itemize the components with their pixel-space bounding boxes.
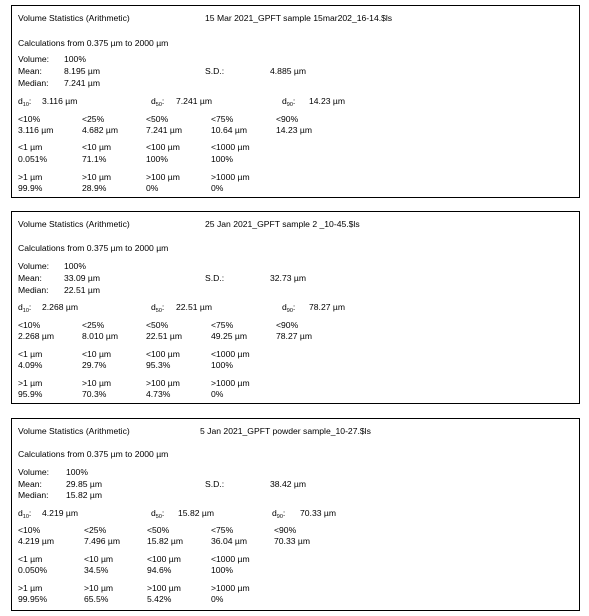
gt-header: >10 µm: [84, 583, 114, 593]
lt-header: <1 µm: [18, 142, 43, 152]
lt-header: <1 µm: [18, 554, 43, 564]
lt-value: 0.051%: [18, 154, 48, 164]
sd-value: 4.885 µm: [270, 66, 307, 76]
gt-value: 0%: [211, 594, 224, 604]
stats-panel-3: [11, 418, 580, 611]
d90-label: $d_{90}$:: [282, 302, 296, 314]
pct-value: 36.04 µm: [211, 536, 248, 546]
d10-value: 2.268 µm: [42, 302, 79, 312]
lt-header: <100 µm: [146, 349, 180, 359]
pct-header: <50%: [146, 320, 169, 330]
calc-range: Calculations from 0.375 µm to 2000 µm: [18, 243, 169, 253]
d50-label: $d_{50}$:: [151, 96, 165, 108]
median-value: 7.241 µm: [64, 78, 101, 88]
gt-header: >1 µm: [18, 172, 43, 182]
d90-value: 78.27 µm: [309, 302, 346, 312]
d10-value: 3.116 µm: [42, 96, 78, 106]
median-label: Median:: [18, 78, 49, 88]
sd-label: S.D.:: [205, 479, 225, 489]
pct-header: <50%: [146, 114, 169, 124]
gt-value: 65.5%: [84, 594, 109, 604]
pct-header: <10%: [18, 525, 41, 535]
lt-value: 29.7%: [82, 360, 107, 370]
sd-label: S.D.:: [205, 273, 225, 283]
pct-header: <90%: [276, 320, 299, 330]
gt-header: >100 µm: [146, 378, 180, 388]
volume-label: Volume:: [18, 54, 50, 64]
d90-label: $d_{90}$:: [272, 508, 286, 520]
mean-label: Mean:: [18, 273, 42, 283]
lt-value: 71.1%: [82, 154, 107, 164]
gt-value: 95.9%: [18, 389, 43, 399]
pct-header: <90%: [274, 525, 297, 535]
pct-header: <25%: [82, 320, 105, 330]
lt-header: <10 µm: [82, 142, 112, 152]
pct-value: 4.219 µm: [18, 536, 55, 546]
pct-value: 78.27 µm: [276, 331, 313, 341]
pct-header: <10%: [18, 320, 41, 330]
gt-value: 0%: [146, 183, 159, 193]
pct-header: <25%: [84, 525, 107, 535]
lt-value: 4.09%: [18, 360, 43, 370]
gt-header: >1000 µm: [211, 378, 250, 388]
lt-value: 34.5%: [84, 565, 109, 575]
pct-header: <75%: [211, 320, 234, 330]
gt-header: >100 µm: [146, 172, 180, 182]
sd-label: S.D.:: [205, 66, 225, 76]
gt-value: 0%: [211, 389, 224, 399]
volume-value: 100%: [66, 467, 88, 477]
lt-header: <10 µm: [82, 349, 112, 359]
lt-header: <1 µm: [18, 349, 43, 359]
pct-value: 7.241 µm: [146, 125, 183, 135]
d90-label: $d_{90}$:: [282, 96, 296, 108]
pct-value: 14.23 µm: [276, 125, 313, 135]
d10-label: $d_{10}$:: [18, 302, 32, 314]
calc-range: Calculations from 0.375 µm to 2000 µm: [18, 38, 169, 48]
gt-header: >1000 µm: [211, 583, 250, 593]
mean-label: Mean:: [18, 66, 42, 76]
pct-value: 2.268 µm: [18, 331, 55, 341]
gt-value: 99.95%: [18, 594, 48, 604]
pct-value: 49.25 µm: [211, 331, 248, 341]
pct-header: <25%: [82, 114, 105, 124]
d50-value: 15.82 µm: [178, 508, 215, 518]
pct-value: 3.116 µm: [18, 125, 54, 135]
pct-header: <75%: [211, 114, 234, 124]
d90-value: 70.33 µm: [300, 508, 337, 518]
calc-range: Calculations from 0.375 µm to 2000 µm: [18, 449, 169, 459]
gt-value: 5.42%: [147, 594, 172, 604]
lt-value: 94.6%: [147, 565, 172, 575]
gt-header: >100 µm: [147, 583, 181, 593]
median-value: 15.82 µm: [66, 490, 103, 500]
gt-header: >1 µm: [18, 583, 43, 593]
lt-header: <10 µm: [84, 554, 114, 564]
gt-value: 70.3%: [82, 389, 107, 399]
panel-title: Volume Statistics (Arithmetic): [18, 426, 130, 436]
pct-header: <10%: [18, 114, 41, 124]
mean-label: Mean:: [18, 479, 42, 489]
median-label: Median:: [18, 285, 49, 295]
volume-value: 100%: [64, 261, 86, 271]
panel-title: Volume Statistics (Arithmetic): [18, 13, 130, 23]
gt-value: 4.73%: [146, 389, 171, 399]
panel-title: Volume Statistics (Arithmetic): [18, 219, 130, 229]
d10-value: 4.219 µm: [42, 508, 79, 518]
pct-header: <75%: [211, 525, 234, 535]
pct-header: <50%: [147, 525, 170, 535]
d50-label: $d_{50}$:: [151, 508, 165, 520]
gt-value: 28.9%: [82, 183, 107, 193]
median-label: Median:: [18, 490, 49, 500]
gt-header: >1 µm: [18, 378, 43, 388]
d90-value: 14.23 µm: [309, 96, 346, 106]
gt-header: >10 µm: [82, 378, 112, 388]
pct-value: 7.496 µm: [84, 536, 121, 546]
lt-value: 100%: [211, 565, 233, 575]
lt-header: <1000 µm: [211, 554, 250, 564]
d50-value: 22.51 µm: [176, 302, 213, 312]
file-name: 25 Jan 2021_GPFT sample 2 _10-45.$ls: [205, 219, 360, 229]
mean-value: 33.09 µm: [64, 273, 101, 283]
file-name: 5 Jan 2021_GPFT powder sample_10-27.$ls: [200, 426, 371, 436]
pct-value: 4.682 µm: [82, 125, 119, 135]
sd-value: 38.42 µm: [270, 479, 307, 489]
file-name: 15 Mar 2021_GPFT sample 15mar202_16-14.$ls: [205, 13, 393, 23]
stats-panel-2: [11, 211, 580, 404]
d50-label: $d_{50}$:: [151, 302, 165, 314]
pct-value: 70.33 µm: [274, 536, 311, 546]
stats-panel-1: [11, 5, 580, 198]
d10-label: $d_{10}$:: [18, 508, 32, 520]
lt-value: 100%: [211, 154, 233, 164]
volume-label: Volume:: [18, 261, 50, 271]
pct-header: <90%: [276, 114, 299, 124]
lt-header: <100 µm: [146, 142, 180, 152]
gt-header: >10 µm: [82, 172, 112, 182]
gt-value: 99.9%: [18, 183, 43, 193]
d10-label: $d_{10}$:: [18, 96, 32, 108]
lt-value: 100%: [211, 360, 233, 370]
mean-value: 29.85 µm: [66, 479, 103, 489]
sd-value: 32.73 µm: [270, 273, 307, 283]
lt-value: 100%: [146, 154, 168, 164]
median-value: 22.51 µm: [64, 285, 101, 295]
lt-value: 95.3%: [146, 360, 171, 370]
gt-header: >1000 µm: [211, 172, 250, 182]
pct-value: 8.010 µm: [82, 331, 119, 341]
d50-value: 7.241 µm: [176, 96, 213, 106]
lt-header: <100 µm: [147, 554, 181, 564]
volume-value: 100%: [64, 54, 86, 64]
volume-label: Volume:: [18, 467, 50, 477]
pct-value: 10.64 µm: [211, 125, 248, 135]
pct-value: 15.82 µm: [147, 536, 184, 546]
lt-header: <1000 µm: [211, 142, 250, 152]
lt-value: 0.050%: [18, 565, 48, 575]
gt-value: 0%: [211, 183, 224, 193]
pct-value: 22.51 µm: [146, 331, 183, 341]
lt-header: <1000 µm: [211, 349, 250, 359]
mean-value: 8.195 µm: [64, 66, 101, 76]
